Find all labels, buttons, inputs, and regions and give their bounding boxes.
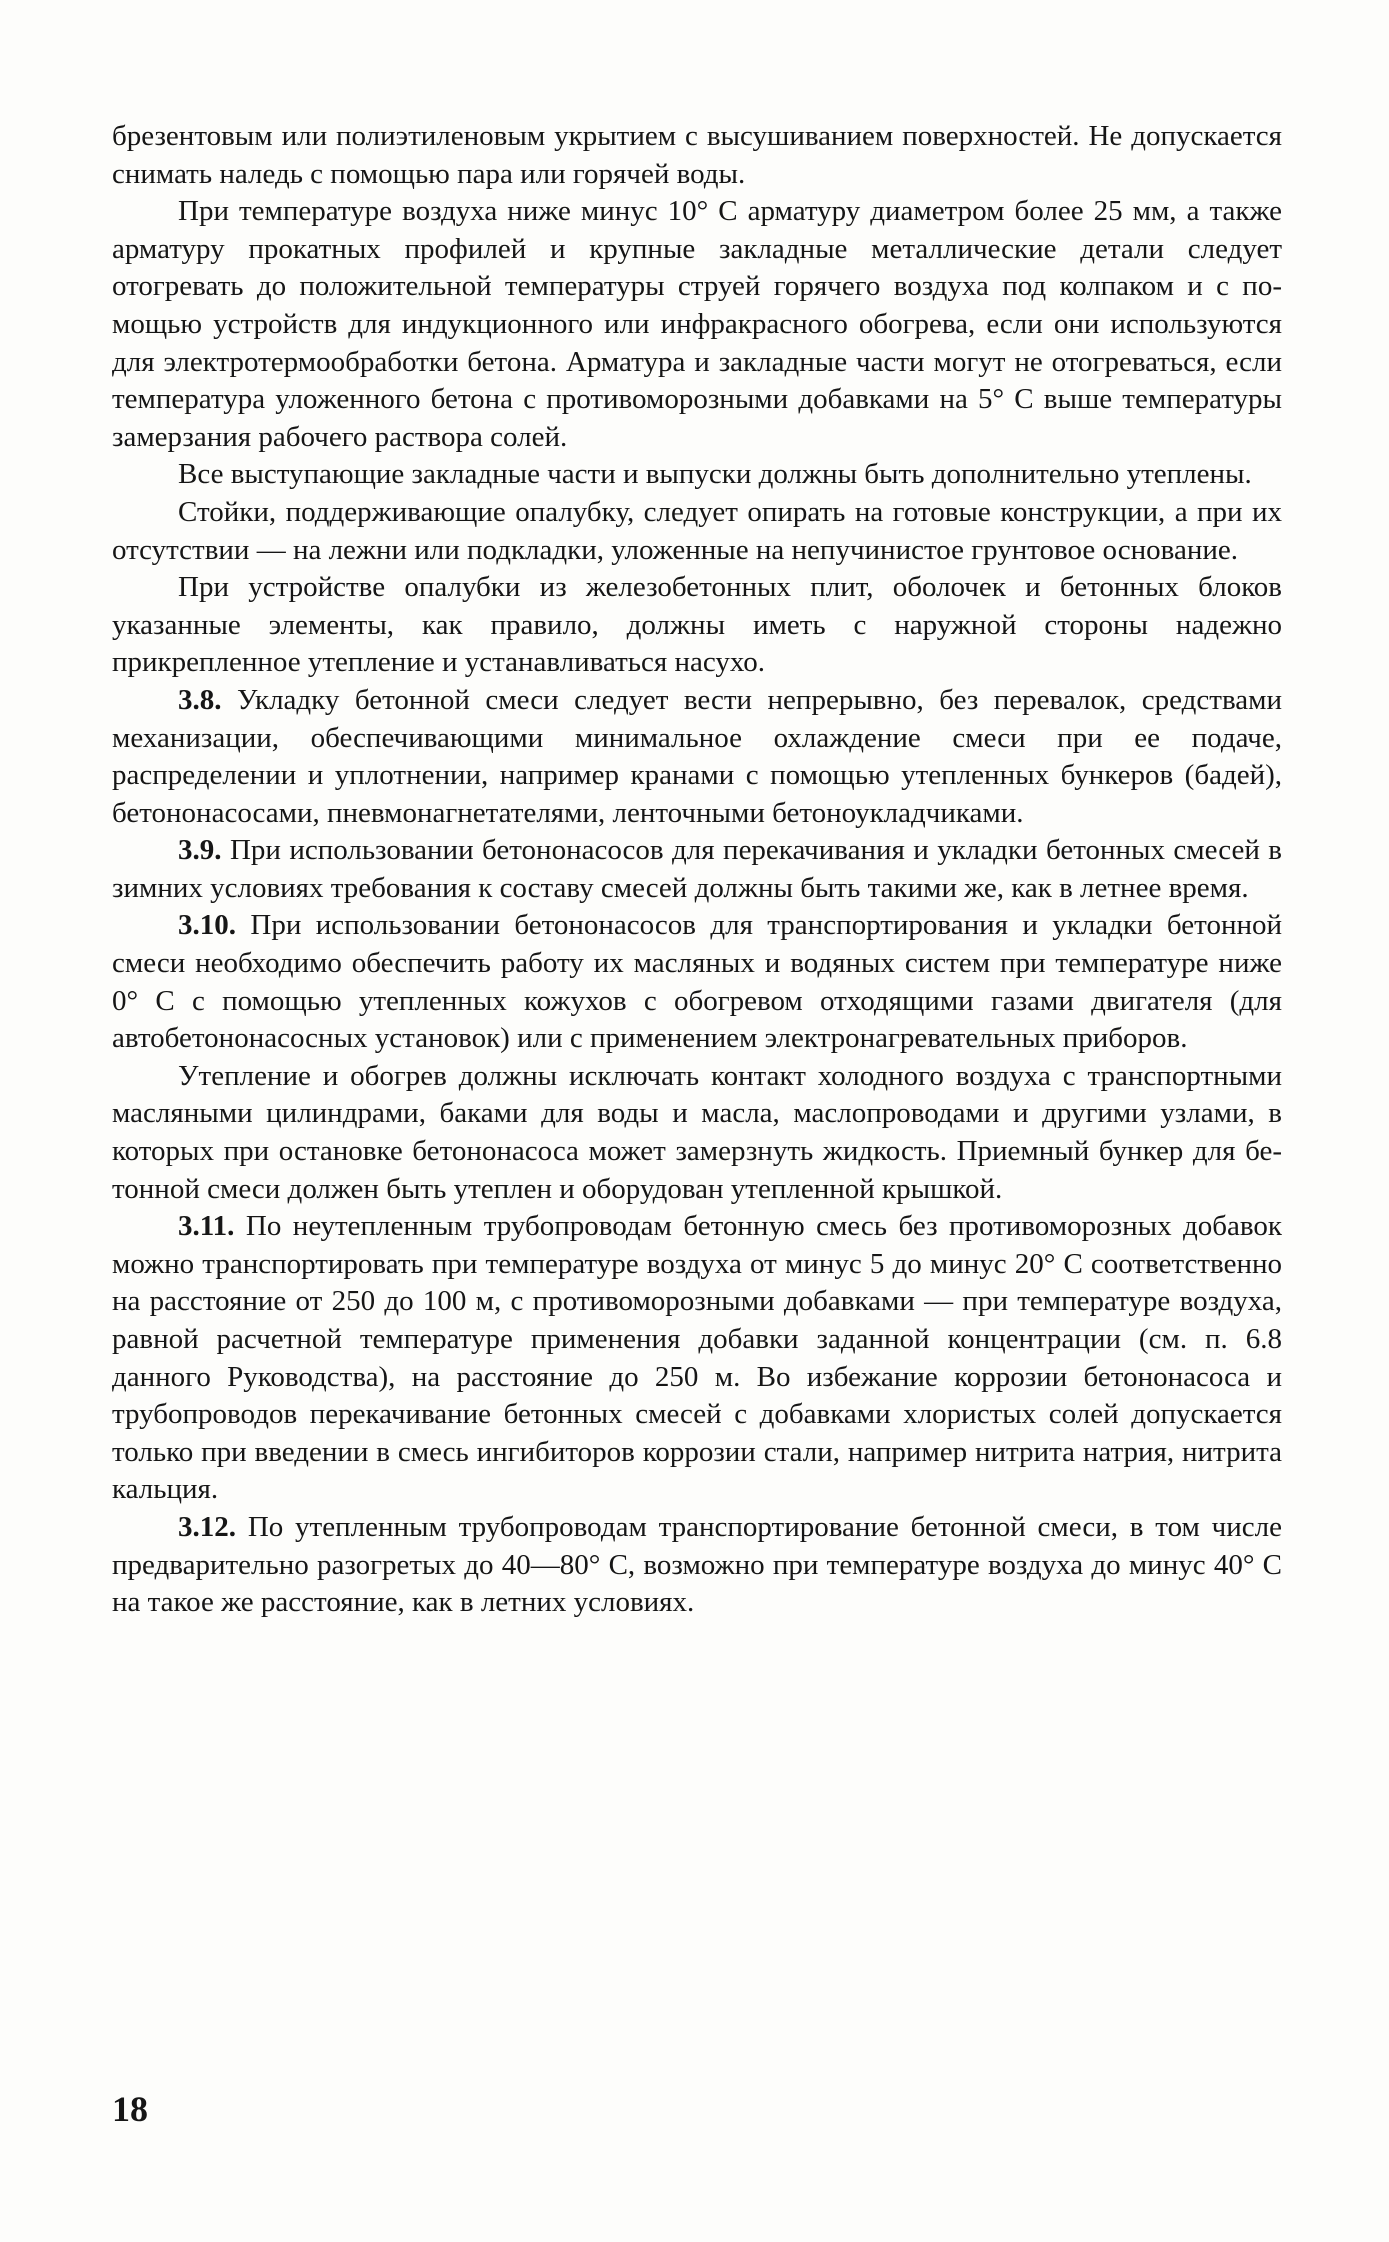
paragraph-text: По утепленным трубопроводам транспортирование бетонной смеси, в том числе предварительно разогретых до 40—80° С, возможно при температуре воздуха до минус 40° С на такое же расстояние, как в летних условиях.: [112, 1510, 1282, 1619]
paragraph: [112, 193, 1282, 456]
paragraph-text: При устройстве опалубки из железобетонных плит, оболочек и бетонных блоков указанные элементы, как правило, должны иметь с наружной стороны надежно прикрепленное утепление и устанавливаться насухо.: [112, 571, 1282, 679]
paragraph: [112, 494, 1282, 569]
paragraph: [112, 118, 1282, 193]
section-3-9: [112, 832, 1282, 907]
section-number: 3.8.: [178, 683, 222, 716]
paragraph-text: При использовании бетононасосов для транспортирования и укладки бетонной смеси необходимо обеспечить работу их масляных и водяных систем при температуре ниже 0° С с помощью утепленных кожухов с обогревом отходящими газами двигателя (для автобетононасосных установок) или с применением электронагревательных приборов.: [112, 909, 1283, 1055]
paragraph-text: брезентовым или полиэтиленовым укрытием с высушиванием поверхностей. Не допускается снимать наледь с помощью пара или горячей воды.: [112, 120, 1282, 190]
paragraph-text: Все выступающие закладные части и выпуски должны быть дополнительно утеплены.: [178, 458, 1252, 491]
section-number: 3.10.: [178, 909, 236, 942]
section-number: 3.12.: [178, 1510, 236, 1543]
paragraph-text: Утепление и обогрев должны исключать контакт холодного воздуха с транспортными масляными цилиндрами, баками для воды и масла, маслопроводами и другими узлами, в которых при остановке бетононасоса может замерзнуть жидкость. Приемный бункер для бетонной смеси должен быть утеплен и оборудован утепленной крышкой.: [112, 1059, 1282, 1205]
paragraph-text: Укладку бетонной смеси следует вести непрерывно, без перевалок, средствами механизации, обеспечивающими минимальное охлаждение смеси при ее подаче, распределении и уплотнении, например кранами с помощью утепленных бункеров (бадей), бетононасосами, пневмонагнетателями, ленточными бетоноукладчиками.: [112, 683, 1283, 829]
paragraph-text: При использовании бетононасосов для перекачивания и укладки бетонных смесей в зимних условиях требования к составу смесей должны быть такими же, как в летнее время.: [112, 834, 1282, 904]
page-body: [112, 118, 1282, 1622]
paragraph-text: Стойки, поддерживающие опалубку, следует опирать на готовые конструкции, а при их отсутствии — на лежни или подкладки, уложенные на непучинистое грунтовое основание.: [112, 495, 1282, 566]
section-3-12: [112, 1509, 1282, 1622]
section-number: 3.9.: [178, 834, 222, 867]
section-3-11: [112, 1208, 1282, 1509]
section-3-10: [112, 907, 1282, 1057]
paragraph: [112, 569, 1282, 682]
paragraph-text: По неутепленным трубопроводам бетонную смесь без противоморозных добавок можно транспортировать при температуре воздуха от минус 5 до минус 20° С соответственно на расстояние от 250 до 100 м, с противоморозными добавками — при температуре воздуха, равной расчетной температуре применения добавки заданной концентрации (см. п. 6.8 данного Руководства), на расстояние до 250 м. Во избежание коррозии бетононасоса и трубопроводов перекачивание бетонных смесей с добавками хлористых солей допускается только при введении в смесь ингибиторов коррозии стали, например нитрита натрия, нитрита кальция.: [112, 1210, 1283, 1506]
paragraph: [112, 1058, 1282, 1208]
paragraph: [112, 456, 1282, 494]
section-3-8: [112, 682, 1282, 832]
paragraph-text: При температуре воздуха ниже минус 10° С арматуру диаметром более 25 мм, а также арматуру прокатных профилей и крупные закладные металлические детали следует отогревать до положительной температуры струей горячего воздуха под колпаком и с помощью устройств для индукционного или инфракрасного обогрева, если они используются для электротермообработки бетона. Арматура и закладные части могут не отогреваться, если температура уложенного бетона с противоморозными добавками на 5° С выше температуры замерзания рабочего раствора солей.: [112, 195, 1282, 453]
page-number: 18: [112, 2089, 148, 2129]
section-number: 3.11.: [178, 1210, 235, 1243]
